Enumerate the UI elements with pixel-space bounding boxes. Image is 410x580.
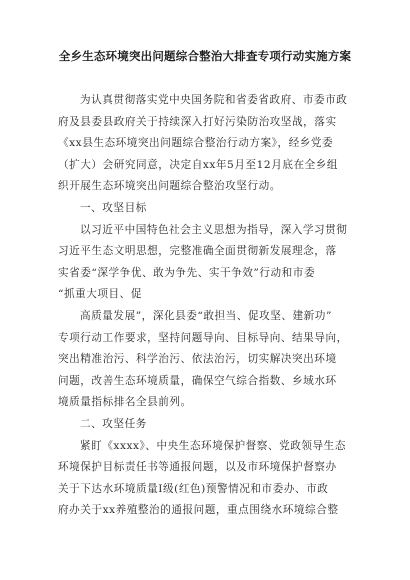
paragraph-line: 关于下达水环境质量Ⅰ级(红色)预警情况和市委办、市政 <box>58 482 329 495</box>
paragraph-line: 习近平生态文明思想，完整准确全面贯彻新发展理念，落 <box>58 245 337 258</box>
paragraph-line: 《xx县生态环境突出问题综合整治行动方案》，经乡党委 <box>58 137 334 150</box>
paragraph-line: 府及县委县政府关于持续深入打好污染防治攻坚战，落实 <box>58 115 337 128</box>
paragraph-line: 织开展生态环境突出问题综合整治攻坚行动。 <box>58 180 281 193</box>
section-heading-goals: 一、攻坚目标 <box>80 201 147 214</box>
paragraph-line: 专项行动工作要求，坚持问题导向、目标导向、结果导向， <box>58 331 348 344</box>
paragraph-line: （扩大）会研究同意，决定自xx年5月至12月底在全乡组 <box>58 158 339 171</box>
paragraph-line: 突出精准治污、科学治污、依法治污，切实解决突出环境 <box>58 353 337 366</box>
section-heading-tasks: 二、攻坚任务 <box>80 417 147 430</box>
paragraph-line: 实省委“深学争优、敢为争先、实干争效”行动和市委 <box>58 266 316 279</box>
document-title: 全乡生态环境突出问题综合整治大排查专项行动实施方案 <box>58 49 352 63</box>
paragraph-line: 府办关于xx养殖整治的通报问题，重点围绕水环境综合整 <box>58 504 339 517</box>
paragraph-line: 高质量发展”，深化县委“敢担当、促攻坚、建新功” <box>80 309 332 322</box>
paragraph-line: 环境保护目标责任书等通报问题，以及市环境保护督察办 <box>58 461 337 474</box>
paragraph-line: “抓重大项目、促 <box>58 288 142 301</box>
paragraph-line: 紧盯《xxxx》、中央生态环境保护督察、党政领导生态 <box>80 439 346 452</box>
document-body <box>58 90 358 522</box>
paragraph-line: 境质量指标排名全县前列。 <box>58 396 192 409</box>
paragraph-line: 以习近平中国特色社会主义思想为指导，深入学习贯彻 <box>80 223 348 236</box>
paragraph-line: 为认真贯彻落实党中央国务院和省委省政府、市委市政 <box>80 94 348 106</box>
paragraph-line: 问题，改善生态环境质量，确保空气综合指数、乡域水环 <box>58 374 337 387</box>
